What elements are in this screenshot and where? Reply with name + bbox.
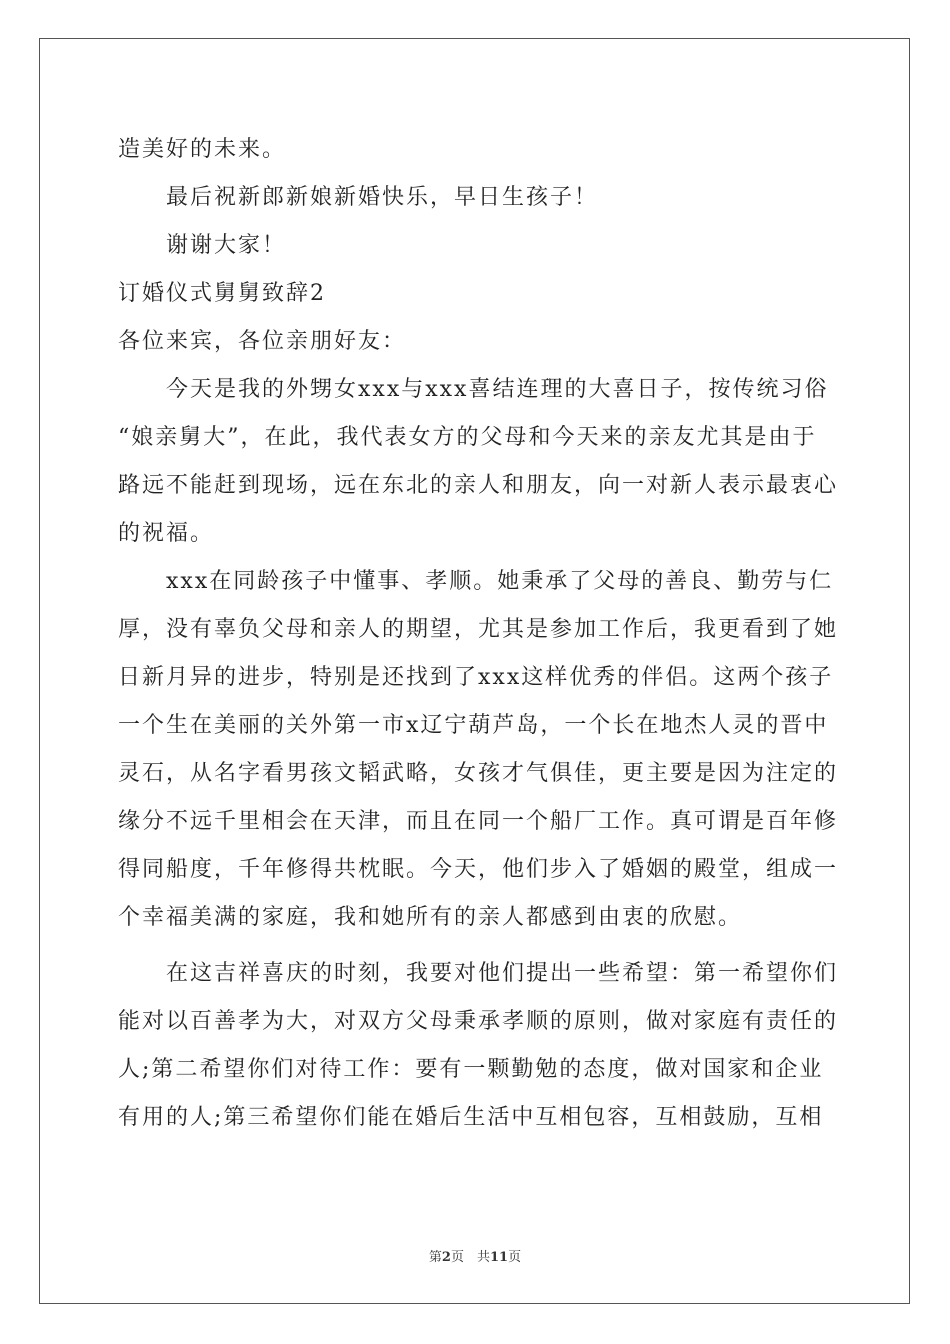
text-line: 有用的人;第三希望你们能在婚后生活中互相包容，互相鼓励，互相	[118, 1105, 824, 1130]
text-line: 在这吉祥喜庆的时刻，我要对他们提出一些希望：第一希望你们	[166, 961, 839, 986]
text-line: xxx在同龄孩子中懂事、孝顺。她秉承了父母的善良、勤劳与仁	[166, 569, 834, 594]
current-page-number: 2	[441, 1250, 451, 1265]
text-line: 路远不能赶到现场，远在东北的亲人和朋友，向一对新人表示最衷心	[118, 473, 839, 498]
text-line: 最后祝新郎新娘新婚快乐，早日生孩子！	[166, 185, 599, 210]
text-line: “娘亲舅大”，在此，我代表女方的父母和今天来的亲友尤其是由于	[118, 425, 817, 450]
text-line: 今天是我的外甥女xxx与xxx喜结连理的大喜日子，按传统习俗	[166, 377, 829, 402]
footer-suffix: 页	[508, 1250, 522, 1265]
text-line: 能对以百善孝为大，对双方父母秉承孝顺的原则，做对家庭有责任的	[118, 1009, 839, 1034]
total-page-count: 11	[489, 1250, 509, 1265]
text-line: 人;第二希望你们对待工作：要有一颗勤勉的态度，做对国家和企业	[118, 1057, 824, 1082]
text-line: 厚，没有辜负父母和亲人的期望，尤其是参加工作后，我更看到了她	[118, 617, 839, 642]
text-line: 一个生在美丽的关外第一市x辽宁葫芦岛，一个长在地杰人灵的晋中	[118, 713, 829, 738]
salutation: 各位来宾，各位亲朋好友：	[118, 329, 407, 354]
text-line: 灵石，从名字看男孩文韬武略，女孩才气俱佳，更主要是因为注定的	[118, 761, 839, 786]
text-line: 的祝福。	[118, 521, 215, 546]
section-heading: 订婚仪式舅舅致辞2	[118, 281, 326, 306]
page-footer	[0, 1246, 950, 1265]
footer-prefix: 第	[428, 1250, 442, 1265]
footer-mid: 页 共	[450, 1250, 490, 1265]
text-line: 缘分不远千里相会在天津，而且在同一个船厂工作。真可谓是百年修	[118, 809, 839, 834]
text-line: 谢谢大家！	[166, 233, 287, 258]
document-body	[118, 126, 839, 1142]
text-line: 日新月异的进步，特别是还找到了xxx这样优秀的伴侣。这两个孩子	[118, 665, 834, 690]
text-line: 个幸福美满的家庭，我和她所有的亲人都感到由衷的欣慰。	[118, 905, 743, 930]
text-line: 造美好的未来。	[118, 137, 287, 162]
text-line: 得同船度，千年修得共枕眠。今天，他们步入了婚姻的殿堂，组成一	[118, 857, 839, 882]
